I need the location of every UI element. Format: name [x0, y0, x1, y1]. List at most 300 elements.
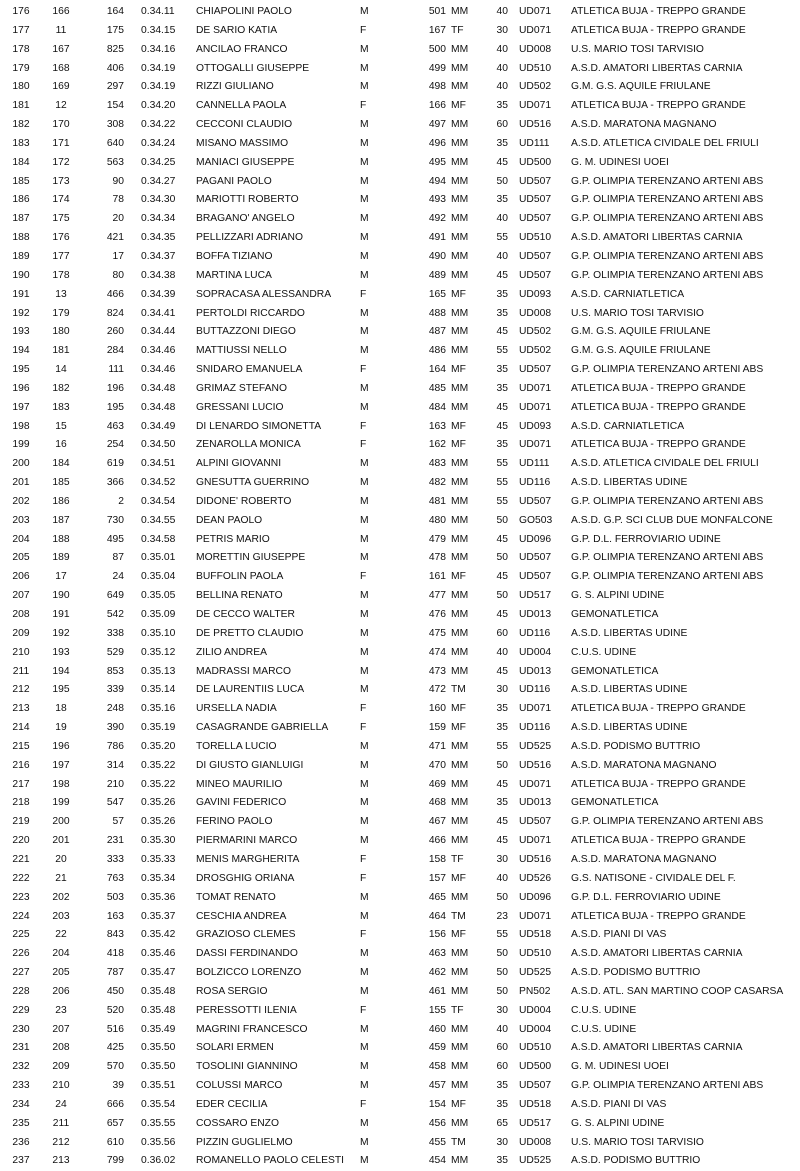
team-name: GEMONATLETICA — [571, 797, 659, 809]
team-name: G.S. NATISONE - CIVIDALE DEL F. — [571, 872, 736, 884]
team-name: C.U.S. UDINE — [571, 1004, 637, 1016]
category-position: 201 — [52, 835, 70, 847]
overall-position: 224 — [12, 910, 30, 922]
points: 495 — [428, 156, 446, 168]
bib-number: 20 — [112, 213, 124, 225]
sex: M — [360, 514, 369, 526]
points: 499 — [428, 62, 446, 74]
overall-position: 236 — [12, 1136, 30, 1148]
category-position: 185 — [52, 477, 70, 489]
overall-position: 230 — [12, 1023, 30, 1035]
table-row — [0, 248, 800, 267]
points: 486 — [428, 345, 446, 357]
table-row — [0, 926, 800, 945]
category-position: 181 — [52, 345, 70, 357]
category-class: MM — [451, 1155, 469, 1167]
finish-time: 0.35.47 — [141, 967, 176, 979]
points: 467 — [428, 816, 446, 828]
points: 457 — [428, 1080, 446, 1092]
table-row — [0, 757, 800, 776]
team-name: GEMONATLETICA — [571, 609, 659, 620]
category-position: 167 — [52, 43, 70, 55]
category-position: 198 — [52, 778, 70, 790]
category-position: 179 — [52, 307, 70, 319]
overall-position: 209 — [12, 627, 30, 639]
sex: M — [360, 816, 369, 828]
category-age: 55 — [496, 929, 508, 941]
overall-position: 218 — [12, 797, 30, 809]
athlete-name: ROMANELLO PAOLO CELESTI — [196, 1155, 345, 1167]
points: 479 — [428, 533, 446, 545]
sex: M — [360, 552, 369, 564]
sex: M — [360, 326, 369, 338]
category-age: 45 — [496, 778, 508, 790]
finish-time: 0.35.34 — [141, 872, 176, 884]
athlete-name: SOLARI ERMEN — [196, 1042, 274, 1054]
points: 497 — [428, 119, 446, 131]
bib-number: 24 — [112, 571, 124, 583]
table-row — [0, 964, 800, 983]
athlete-name: TORELLA LUCIO — [196, 740, 277, 752]
athlete-name: COSSARO ENZO — [196, 1117, 279, 1129]
athlete-name: FERINO PAOLO — [196, 816, 273, 828]
athlete-name: MORETTIN GIUSEPPE — [196, 552, 306, 564]
category-age: 60 — [496, 627, 508, 639]
table-row — [0, 267, 800, 286]
bib-number: 248 — [106, 703, 124, 715]
category-class: MM — [451, 137, 469, 149]
category-class: MM — [451, 326, 469, 338]
sex: F — [360, 929, 367, 941]
bib-number: 503 — [106, 891, 124, 903]
points: 493 — [428, 194, 446, 206]
category-class: MM — [451, 533, 469, 545]
table-row — [0, 191, 800, 210]
overall-position: 229 — [12, 1004, 30, 1016]
team-code: UD507 — [519, 175, 552, 187]
finish-time: 0.35.22 — [141, 759, 176, 771]
team-code: UD008 — [519, 43, 552, 55]
finish-time: 0.34.46 — [141, 345, 176, 357]
team-code: UD093 — [519, 288, 552, 300]
team-name: A.S.D. ATLETICA CIVIDALE DEL FRIULI — [571, 137, 759, 149]
table-row — [0, 983, 800, 1002]
bib-number: 495 — [106, 533, 124, 545]
athlete-name: MENIS MARGHERITA — [196, 853, 300, 865]
category-class: TF — [451, 1004, 464, 1016]
bib-number: 640 — [106, 137, 124, 149]
finish-time: 0.34.48 — [141, 401, 176, 413]
category-position: 184 — [52, 458, 70, 470]
team-code: UD525 — [519, 967, 552, 979]
overall-position: 210 — [12, 646, 30, 658]
team-code: UD071 — [519, 382, 552, 394]
category-age: 60 — [496, 1061, 508, 1073]
category-position: 202 — [52, 891, 70, 903]
overall-position: 222 — [12, 872, 30, 884]
category-class: MM — [451, 62, 469, 74]
table-row — [0, 210, 800, 229]
overall-position: 200 — [12, 458, 30, 470]
points: 466 — [428, 835, 446, 847]
finish-time: 0.34.35 — [141, 232, 176, 244]
overall-position: 212 — [12, 684, 30, 696]
finish-time: 0.34.15 — [141, 24, 176, 36]
category-position: 14 — [55, 364, 67, 376]
points: 154 — [428, 1098, 446, 1110]
athlete-name: ANCILAO FRANCO — [196, 43, 288, 55]
category-position: 191 — [52, 609, 70, 620]
finish-time: 0.35.55 — [141, 1117, 176, 1129]
finish-time: 0.35.01 — [141, 552, 176, 564]
category-age: 50 — [496, 175, 508, 187]
team-code: UD507 — [519, 552, 552, 564]
bib-number: 210 — [106, 778, 124, 790]
athlete-name: GAVINI FEDERICO — [196, 797, 287, 809]
category-class: MM — [451, 778, 469, 790]
finish-time: 0.35.04 — [141, 571, 176, 583]
category-class: MM — [451, 495, 469, 507]
category-age: 45 — [496, 533, 508, 545]
finish-time: 0.35.48 — [141, 985, 176, 997]
table-row — [0, 97, 800, 116]
category-age: 55 — [496, 232, 508, 244]
finish-time: 0.34.54 — [141, 495, 176, 507]
category-position: 175 — [52, 213, 70, 225]
athlete-name: DE PRETTO CLAUDIO — [196, 627, 304, 639]
bib-number: 547 — [106, 797, 124, 809]
points: 164 — [428, 364, 446, 376]
team-code: UD510 — [519, 232, 552, 244]
athlete-name: MANIACI GIUSEPPE — [196, 156, 295, 168]
category-class: MM — [451, 609, 469, 620]
category-class: MM — [451, 552, 469, 564]
overall-position: 213 — [12, 703, 30, 715]
points: 459 — [428, 1042, 446, 1054]
team-name: A.S.D. ATL. SAN MARTINO COOP CASARSA — [571, 985, 784, 997]
finish-time: 0.34.38 — [141, 269, 176, 281]
sex: M — [360, 891, 369, 903]
athlete-name: MADRASSI MARCO — [196, 665, 291, 677]
finish-time: 0.35.49 — [141, 1023, 176, 1035]
team-name: A.S.D. AMATORI LIBERTAS CARNIA — [571, 62, 743, 74]
category-age: 40 — [496, 872, 508, 884]
table-row — [0, 549, 800, 568]
table-row — [0, 22, 800, 41]
sex: M — [360, 590, 369, 602]
finish-time: 0.35.12 — [141, 646, 176, 658]
category-class: MM — [451, 477, 469, 489]
category-age: 35 — [496, 100, 508, 112]
athlete-name: GNESUTTA GUERRINO — [196, 477, 310, 489]
table-row — [0, 1002, 800, 1021]
finish-time: 0.34.52 — [141, 477, 176, 489]
table-row — [0, 135, 800, 154]
category-position: 213 — [52, 1155, 70, 1167]
team-name: ATLETICA BUJA - TREPPO GRANDE — [571, 100, 746, 112]
category-class: MM — [451, 213, 469, 225]
athlete-name: EDER CECILIA — [196, 1098, 268, 1110]
category-class: TM — [451, 684, 466, 696]
finish-time: 0.34.30 — [141, 194, 176, 206]
team-code: UD116 — [519, 684, 551, 696]
table-row — [0, 587, 800, 606]
category-class: MM — [451, 194, 469, 206]
table-row — [0, 173, 800, 192]
overall-position: 192 — [12, 307, 30, 319]
table-row — [0, 229, 800, 248]
bib-number: 418 — [106, 948, 124, 960]
bib-number: 610 — [106, 1136, 124, 1148]
athlete-name: MAGRINI FRANCESCO — [196, 1023, 308, 1035]
category-position: 211 — [52, 1117, 70, 1129]
team-name: G.P. OLIMPIA TERENZANO ARTENI ABS — [571, 213, 764, 225]
table-row — [0, 380, 800, 399]
table-row — [0, 436, 800, 455]
table-row — [0, 342, 800, 361]
table-row — [0, 1039, 800, 1058]
table-row — [0, 323, 800, 342]
points: 487 — [428, 326, 446, 338]
athlete-name: DASSI FERDINANDO — [196, 948, 298, 960]
table-row — [0, 361, 800, 380]
table-row — [0, 493, 800, 512]
category-position: 169 — [52, 81, 70, 93]
bib-number: 619 — [106, 458, 124, 470]
category-position: 196 — [52, 740, 70, 752]
team-code: UD004 — [519, 1023, 552, 1035]
category-class: MF — [451, 364, 466, 376]
team-name: A.S.D. PODISMO BUTTRIO — [571, 740, 701, 752]
athlete-name: BELLINA RENATO — [196, 590, 283, 602]
sex: F — [360, 364, 367, 376]
bib-number: 730 — [106, 514, 124, 526]
category-age: 30 — [496, 24, 508, 36]
category-class: MF — [451, 100, 466, 112]
bib-number: 2 — [118, 495, 124, 507]
category-position: 197 — [52, 759, 70, 771]
category-position: 204 — [52, 948, 70, 960]
category-age: 60 — [496, 1042, 508, 1054]
category-age: 35 — [496, 194, 508, 206]
category-age: 40 — [496, 62, 508, 74]
category-class: MM — [451, 1023, 469, 1035]
overall-position: 178 — [12, 43, 30, 55]
sex: M — [360, 684, 369, 696]
team-code: UD507 — [519, 364, 552, 376]
category-age: 45 — [496, 609, 508, 620]
bib-number: 824 — [106, 307, 124, 319]
category-class: MM — [451, 514, 469, 526]
team-name: ATLETICA BUJA - TREPPO GRANDE — [571, 703, 746, 715]
points: 478 — [428, 552, 446, 564]
athlete-name: ALPINI GIOVANNI — [196, 458, 282, 470]
table-row — [0, 1115, 800, 1134]
category-position: 193 — [52, 646, 70, 658]
overall-position: 199 — [12, 439, 30, 451]
table-row — [0, 738, 800, 757]
athlete-name: SOPRACASA ALESSANDRA — [196, 288, 332, 300]
athlete-name: TOSOLINI GIANNINO — [196, 1061, 298, 1073]
category-class: MM — [451, 232, 469, 244]
category-age: 55 — [496, 345, 508, 357]
category-age: 45 — [496, 571, 508, 583]
overall-position: 214 — [12, 722, 30, 734]
team-code: GO503 — [519, 514, 553, 526]
category-position: 187 — [52, 514, 70, 526]
finish-time: 0.35.51 — [141, 1080, 176, 1092]
bib-number: 284 — [106, 345, 124, 357]
table-row — [0, 625, 800, 644]
overall-position: 235 — [12, 1117, 30, 1129]
category-position: 22 — [55, 929, 67, 941]
points: 462 — [428, 967, 446, 979]
points: 482 — [428, 477, 446, 489]
points: 468 — [428, 797, 446, 809]
category-class: MM — [451, 816, 469, 828]
team-code: UD071 — [519, 910, 552, 922]
table-row — [0, 1152, 800, 1171]
sex: M — [360, 62, 369, 74]
table-row — [0, 1021, 800, 1040]
category-age: 55 — [496, 740, 508, 752]
points: 489 — [428, 269, 446, 281]
category-age: 50 — [496, 948, 508, 960]
table-row — [0, 1096, 800, 1115]
team-name: A.S.D. ATLETICA CIVIDALE DEL FRIULI — [571, 458, 759, 470]
category-class: MM — [451, 627, 469, 639]
athlete-name: SNIDARO EMANUELA — [196, 364, 303, 376]
team-name: G.P. OLIMPIA TERENZANO ARTENI ABS — [571, 1080, 764, 1092]
team-code: UD096 — [519, 533, 552, 545]
points: 471 — [428, 740, 446, 752]
overall-position: 219 — [12, 816, 30, 828]
team-name: G.M. G.S. AQUILE FRIULANE — [571, 345, 711, 357]
bib-number: 563 — [106, 156, 124, 168]
sex: M — [360, 156, 369, 168]
team-name: G.P. D.L. FERROVIARIO UDINE — [571, 891, 721, 903]
sex: M — [360, 1061, 369, 1073]
athlete-name: CESCHIA ANDREA — [196, 910, 287, 922]
sex: M — [360, 477, 369, 489]
team-code: UD507 — [519, 495, 552, 507]
sex: M — [360, 458, 369, 470]
table-row — [0, 512, 800, 531]
team-code: UD516 — [519, 853, 552, 865]
category-class: MF — [451, 439, 466, 451]
athlete-name: BOFFA TIZIANO — [196, 250, 273, 262]
points: 490 — [428, 250, 446, 262]
bib-number: 825 — [106, 43, 124, 55]
points: 159 — [428, 722, 446, 734]
category-class: MM — [451, 1061, 469, 1073]
category-age: 45 — [496, 665, 508, 677]
table-row — [0, 78, 800, 97]
points: 470 — [428, 759, 446, 771]
points: 161 — [428, 571, 446, 583]
finish-time: 0.34.55 — [141, 514, 176, 526]
athlete-name: PIERMARINI MARCO — [196, 835, 298, 847]
overall-position: 188 — [12, 232, 30, 244]
team-code: UD517 — [519, 590, 552, 602]
team-name: G.P. OLIMPIA TERENZANO ARTENI ABS — [571, 269, 764, 281]
finish-time: 0.35.16 — [141, 703, 176, 715]
bib-number: 196 — [106, 382, 124, 394]
points: 472 — [428, 684, 446, 696]
bib-number: 254 — [106, 439, 124, 451]
table-row — [0, 286, 800, 305]
points: 488 — [428, 307, 446, 319]
overall-position: 223 — [12, 891, 30, 903]
finish-time: 0.34.39 — [141, 288, 176, 300]
sex: M — [360, 269, 369, 281]
category-class: MM — [451, 985, 469, 997]
finish-time: 0.35.05 — [141, 590, 176, 602]
overall-position: 232 — [12, 1061, 30, 1073]
category-class: MM — [451, 948, 469, 960]
team-code: UD502 — [519, 345, 552, 357]
table-row — [0, 3, 800, 22]
team-code: UD507 — [519, 269, 552, 281]
sex: M — [360, 495, 369, 507]
team-name: G.P. OLIMPIA TERENZANO ARTENI ABS — [571, 194, 764, 206]
athlete-name: URSELLA NADIA — [196, 703, 277, 715]
sex: M — [360, 1042, 369, 1054]
points: 160 — [428, 703, 446, 715]
category-age: 40 — [496, 81, 508, 93]
category-age: 50 — [496, 552, 508, 564]
team-name: A.S.D. CARNIATLETICA — [571, 288, 685, 300]
table-row — [0, 1077, 800, 1096]
overall-position: 202 — [12, 495, 30, 507]
team-name: C.U.S. UDINE — [571, 1023, 637, 1035]
athlete-name: PERESSOTTI ILENIA — [196, 1004, 297, 1016]
team-code: UD516 — [519, 119, 552, 131]
category-class: MM — [451, 43, 469, 55]
team-name: ATLETICA BUJA - TREPPO GRANDE — [571, 6, 746, 17]
overall-position: 181 — [12, 100, 30, 112]
category-age: 65 — [496, 1117, 508, 1129]
athlete-name: OTTOGALLI GIUSEPPE — [196, 62, 310, 74]
category-age: 30 — [496, 1136, 508, 1148]
finish-time: 0.35.19 — [141, 722, 176, 734]
bib-number: 308 — [106, 119, 124, 131]
team-code: UD013 — [519, 665, 552, 677]
team-name: A.S.D. MARATONA MAGNANO — [571, 853, 717, 865]
team-code: UD510 — [519, 1042, 552, 1054]
overall-position: 217 — [12, 778, 30, 790]
sex: M — [360, 967, 369, 979]
category-position: 206 — [52, 985, 70, 997]
sex: M — [360, 778, 369, 790]
sex: M — [360, 119, 369, 131]
athlete-name: DE LAURENTIIS LUCA — [196, 684, 305, 696]
athlete-name: BUFFOLIN PAOLA — [196, 571, 284, 583]
category-class: MF — [451, 703, 466, 715]
finish-time: 0.35.37 — [141, 910, 176, 922]
category-age: 45 — [496, 816, 508, 828]
sex: M — [360, 1117, 369, 1129]
bib-number: 338 — [106, 627, 124, 639]
finish-time: 0.34.49 — [141, 420, 176, 432]
team-code: UD525 — [519, 1155, 552, 1167]
table-row — [0, 418, 800, 437]
team-name: A.S.D. AMATORI LIBERTAS CARNIA — [571, 232, 743, 244]
bib-number: 425 — [106, 1042, 124, 1054]
team-code: UD525 — [519, 740, 552, 752]
team-name: A.S.D. AMATORI LIBERTAS CARNIA — [571, 1042, 743, 1054]
bib-number: 154 — [106, 100, 124, 112]
